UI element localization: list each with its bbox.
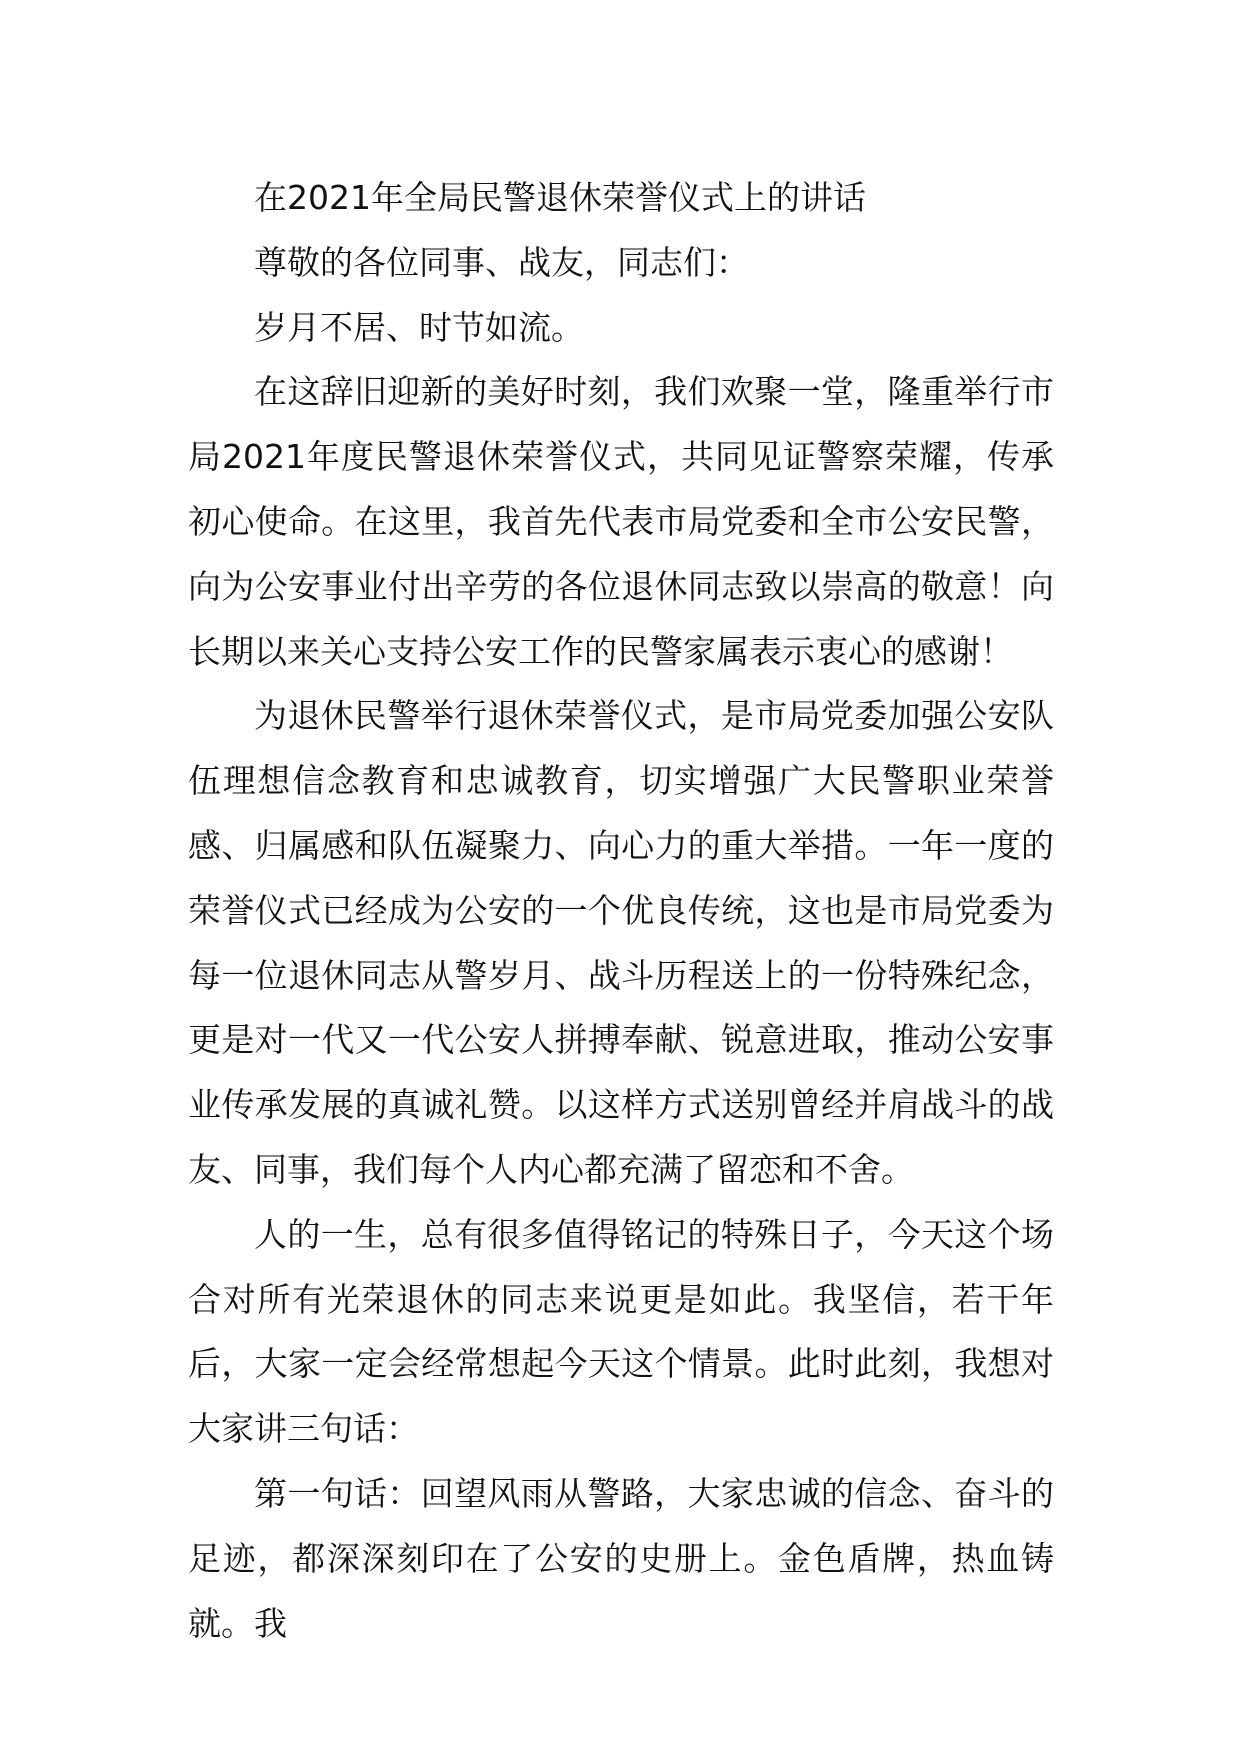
paragraph: 人的一生，总有很多值得铭记的特殊日子，今天这个场合对所有光荣退休的同志来说更是如此。我坚信，若干年后，大家一定会经常想起今天这个情景。此时此刻，我想对大家讲三句话： (188, 1214, 1054, 1449)
paragraph: 岁月不居、时节如流。 (254, 307, 584, 347)
paragraph: 为退休民警举行退休荣誉仪式，是市局党委加强公安队伍理想信念教育和忠诚教育，切实增强广大民警职业荣誉感、归属感和队伍凝聚力、向心力的重大举措。一年一度的荣誉仪式已经成为公安的一个优良传统，这也是市局党委为每一位退休同志从警岁月、战斗历程送上的一份特殊纪念，更是对一代又一代公安人拼搏奉献、锐意进取，推动公安事业传承发展的真诚礼赞。以这样方式送别曾经并肩战斗的战友、同事，我们每个人内心都充满了留恋和不舍。 (188, 696, 1054, 1189)
paragraph: 在这辞旧迎新的美好时刻，我们欢聚一堂，隆重举行市局2021年度民警退休荣誉仪式，共同见证警察荣耀，传承初心使命。在这里，我首先代表市局党委和全市公安民警，向为公安事业付出辛劳的各位退休同志致以崇高的敬意！向长期以来关心支持公安工作的民警家属表示衷心的感谢！ (188, 372, 1054, 671)
document-title: 在2021年全局民警退休荣誉仪式上的讲话 (254, 178, 866, 217)
paragraph: 第一句话：回望风雨从警路，大家忠诚的信念、奋斗的足迹，都深深刻印在了公安的史册上。金色盾牌，热血铸就。我 (188, 1473, 1054, 1643)
salutation: 尊敬的各位同事、战友，同志们： (254, 242, 749, 282)
document-body (188, 166, 1054, 1656)
